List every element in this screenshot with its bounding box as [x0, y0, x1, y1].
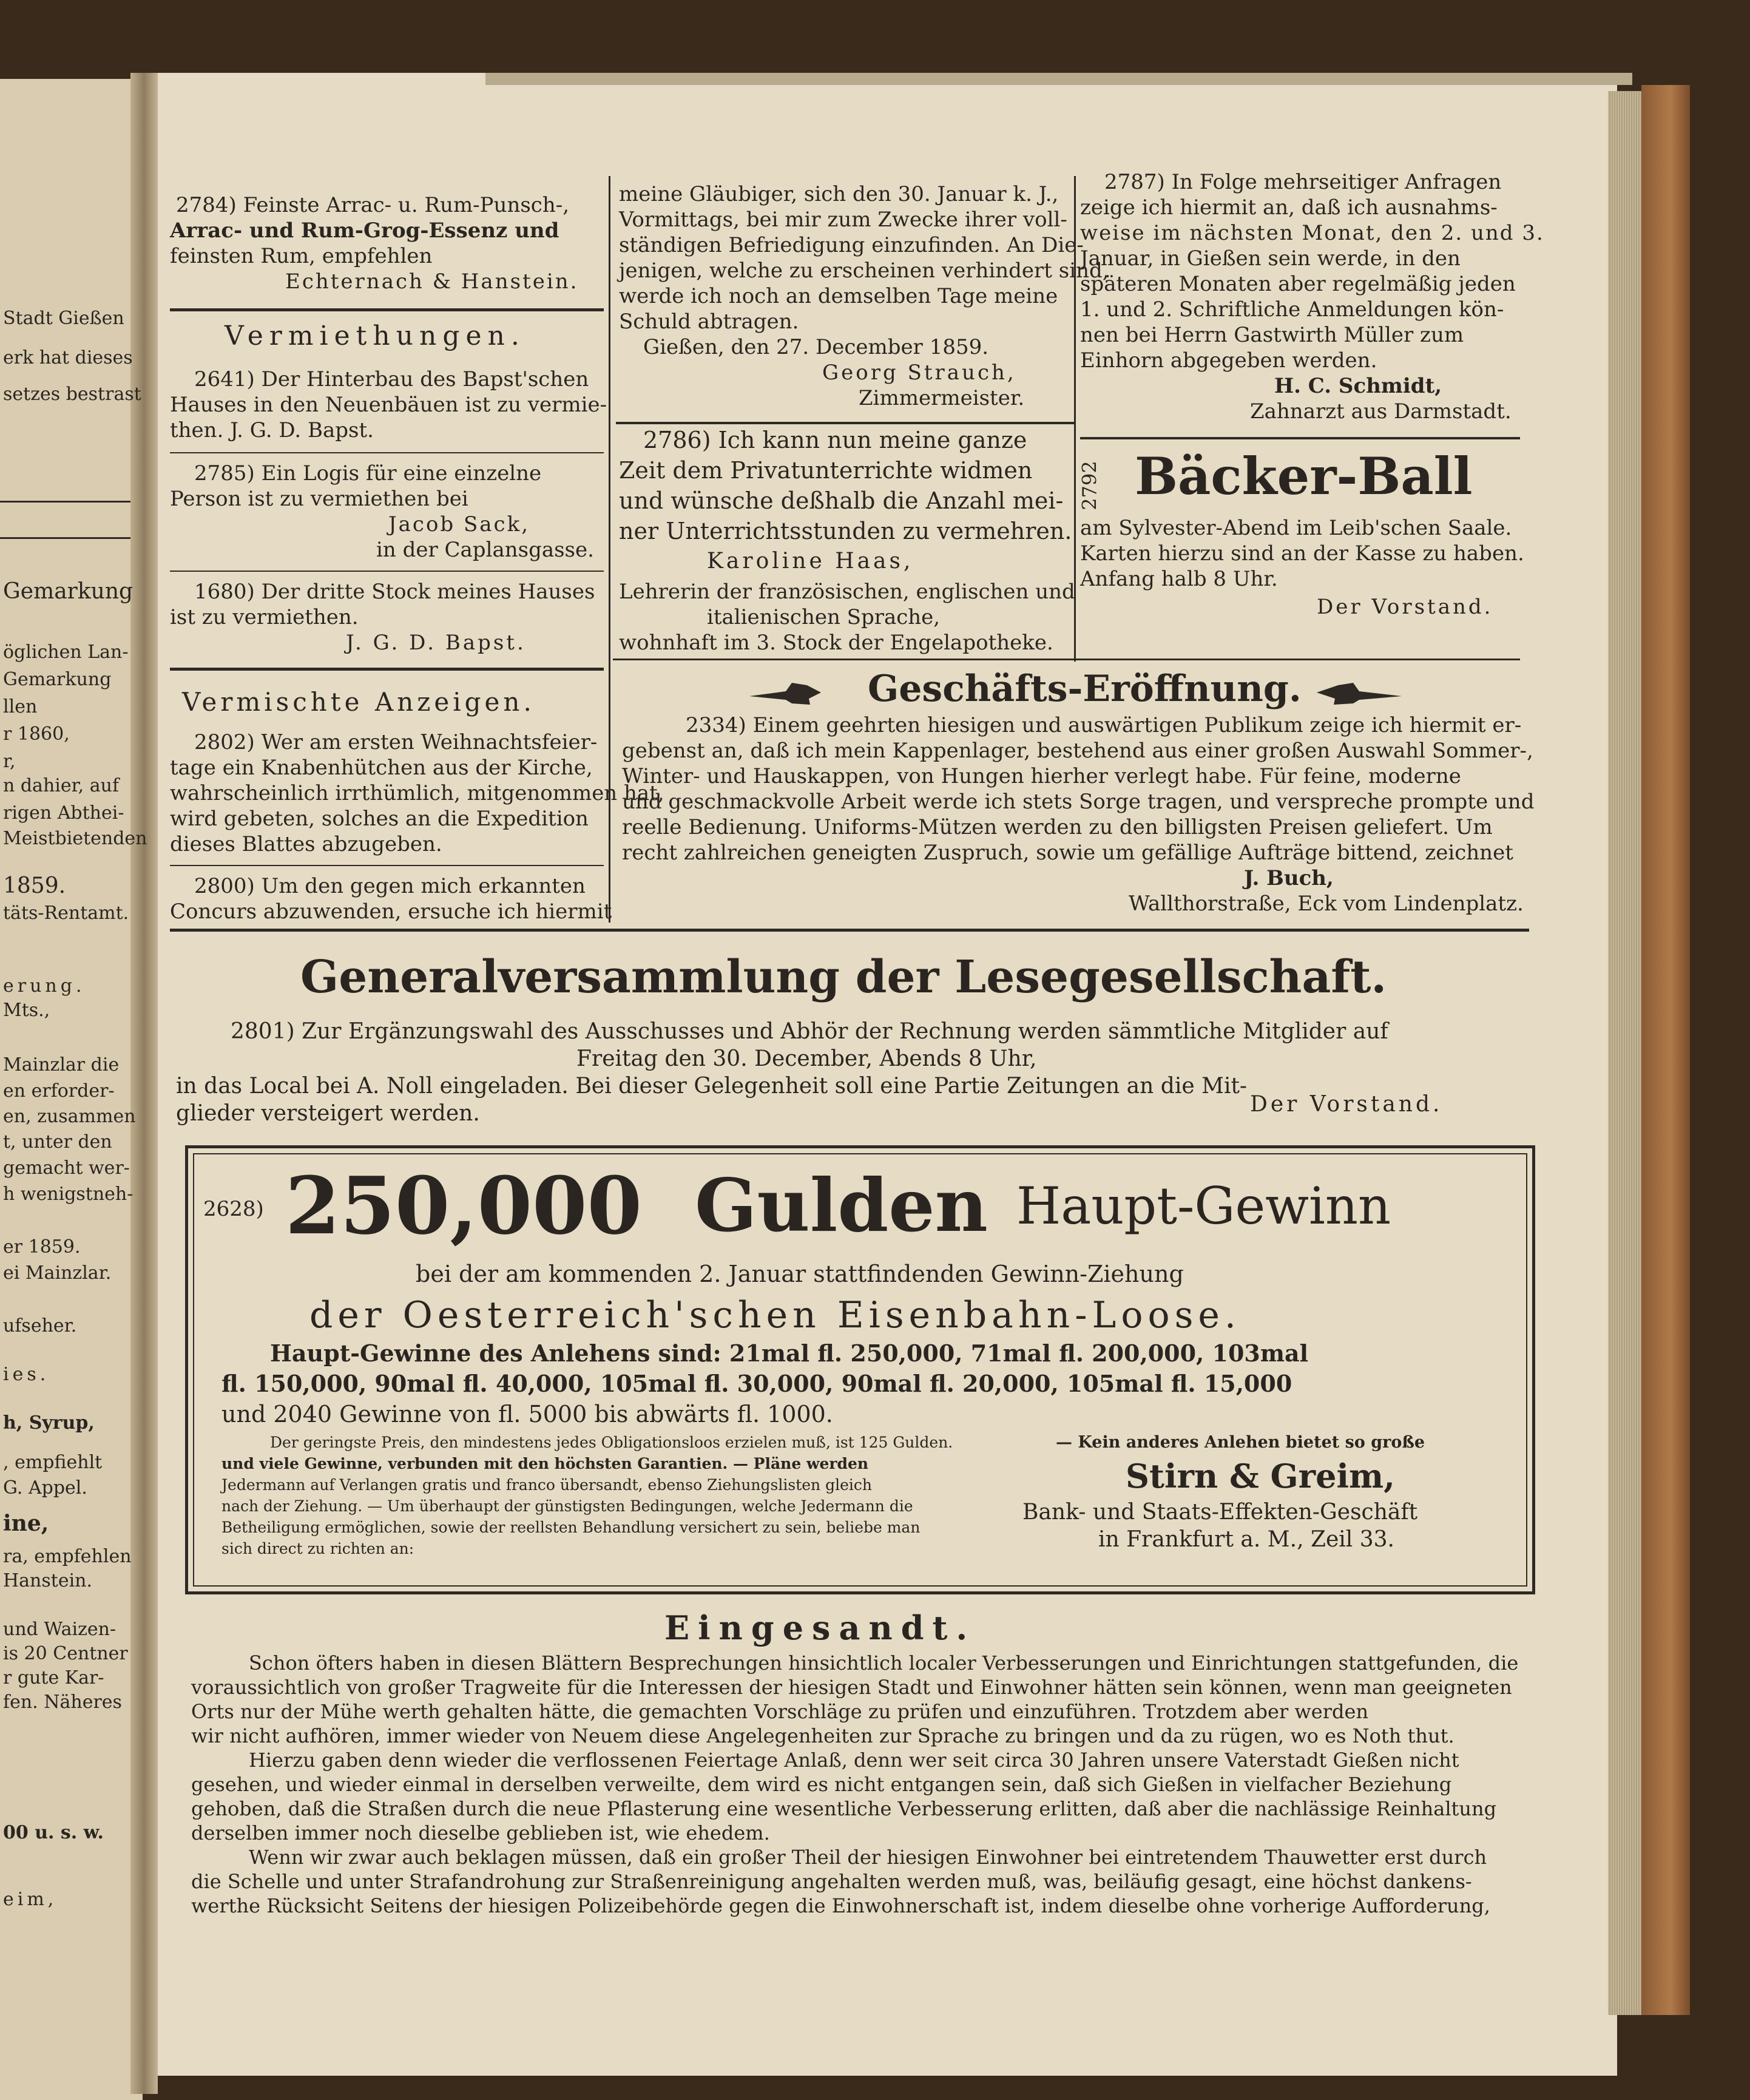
page-top-shadow [485, 73, 1632, 85]
eingesandt-line: wir nicht aufhören, immer wieder von Neuem diese Angelegenheiten zur Sprache zu bringen und da zu rügen, wo es Noth thut. [191, 1724, 1454, 1747]
baecker-ball-title: Bäcker-Ball [1135, 446, 1473, 506]
ad-2792-line: am Sylvester-Abend im Leib'schen Saale. [1080, 516, 1512, 540]
ad-2641-line: then. J. G. D. Bapst. [170, 418, 374, 442]
firm-name: Stirn & Greim, [1126, 1457, 1395, 1495]
left-line: r 1860, [3, 723, 70, 745]
ad-2628-line: fl. 150,000, 90mal fl. 40,000, 105mal fl. 30,000, 90mal fl. 20,000, 105mal fl. 15,000 [221, 1370, 1292, 1397]
left-line: Hanstein. [3, 1570, 93, 1591]
left-line: erung. [3, 975, 86, 997]
ad-2802-line: tage ein Knabenhütchen aus der Kirche, [170, 756, 593, 780]
ad-2628-line: und 2040 Gewinne von fl. 5000 bis abwärts fl. 1000. [221, 1401, 833, 1428]
ad-2800-cont-line: werde ich noch an demselben Tage meine [619, 284, 1058, 308]
ad-2784-line: 2784) Feinste Arrac- u. Rum-Punsch-, [176, 193, 570, 217]
ad-2802-line: dieses Blattes abzugeben. [170, 832, 442, 856]
ad-2628-small: sich direct zu richten an: [221, 1540, 414, 1557]
ad-2628-headline: der Oesterreich'schen Eisenbahn-Loose. [309, 1294, 1241, 1336]
firm-line: Bank- und Staats-Effekten-Geschäft [1022, 1500, 1418, 1525]
left-line: gemacht wer- [3, 1157, 130, 1179]
pointing-hand-icon [749, 678, 822, 708]
left-line: und Waizen- [3, 1619, 117, 1640]
left-line: Mainzlar die [3, 1054, 120, 1075]
ad-2628-line: Haupt-Gewinne des Anlehens sind: 21mal fl. 250,000, 71mal fl. 200,000, 103mal [270, 1340, 1309, 1367]
left-line: ra, empfehlen [3, 1546, 132, 1567]
ad-2628-small: Jedermann auf Verlangen gratis und franco übersandt, ebenso Ziehungslisten gleich [221, 1476, 872, 1494]
ad-2802-line: 2802) Wer am ersten Weihnachtsfeier- [194, 730, 598, 754]
left-line: r, [3, 751, 16, 772]
ad-2628-small: Der geringste Preis, den mindestens jedes Obligationsloos erzielen muß, ist 125 Gulden. [270, 1434, 953, 1451]
eingesandt-line: gesehen, und wieder einmal in derselben verweilte, dem wird es nicht entgangen sein, daß sich Gießen in vielfacher Beziehung [191, 1773, 1452, 1796]
left-rule [0, 537, 130, 539]
left-line: en, zusammen [3, 1106, 136, 1127]
left-line: Stadt Gießen [3, 308, 124, 329]
left-line: llen [3, 696, 38, 717]
ad-2801-line: in das Local bei A. Noll eingeladen. Bei dieser Gelegenheit soll eine Partie Zeitungen an die Mit- [176, 1074, 1248, 1099]
ad-2334-signature: J. Buch, [1244, 866, 1334, 890]
left-line: ufseher. [3, 1315, 77, 1336]
geschaefts-eroeffnung-title: Geschäfts-Eröffnung. [868, 668, 1302, 710]
ad-2334-line: 2334) Einem geehrten hiesigen und auswärtigen Publikum zeige ich hiermit er- [686, 713, 1522, 737]
heading-vermischte-anzeigen: Vermischte Anzeigen. [182, 687, 535, 717]
left-line: n dahier, auf [3, 775, 120, 796]
ad-2800-cont-line: Schuld abtragen. [619, 310, 799, 334]
prize-amount: 250,000 [285, 1159, 642, 1252]
left-line: h wenigstneh- [3, 1184, 133, 1205]
eingesandt-line: Wenn wir zwar auch beklagen müssen, daß ein großer Theil der hiesigen Einwohner bei eintretendem Thauwetter erst durch [249, 1846, 1487, 1869]
left-line: G. Appel. [3, 1477, 87, 1499]
ad-2801 [170, 935, 1541, 1135]
left-line: öglichen Lan- [3, 642, 129, 663]
left-line: 1859. [3, 873, 66, 898]
ad-2792-line: Anfang halb 8 Uhr. [1080, 567, 1278, 591]
section-rule [616, 422, 1074, 424]
ad-2800-cont-line: ständigen Befriedigung einzufinden. An Die- [619, 233, 1084, 257]
ad-2800-line: 2800) Um den gegen mich erkannten [194, 874, 586, 898]
ad-2787-signature: H. C. Schmidt, [1274, 374, 1442, 398]
left-line: h, Syrup, [3, 1412, 95, 1434]
ad-2800-cont-date: Gießen, den 27. December 1859. [643, 335, 989, 359]
ad-2800-cont-line: jenigen, welche zu erscheinen verhindert sind, [619, 259, 1109, 283]
section-rule [170, 668, 604, 671]
section-rule [1080, 437, 1520, 439]
ad-2787-line: nen bei Herrn Gastwirth Müller zum [1080, 323, 1464, 347]
ad-2802-line: wahrscheinlich irrthümlich, mitgenommen hat, [170, 781, 664, 805]
ad-2785-line: in der Caplansgasse. [376, 538, 594, 562]
column-1 [170, 182, 664, 935]
left-line: Meistbietenden [3, 828, 147, 849]
ad-1680-line: ist zu vermiethen. [170, 605, 359, 629]
left-line: is 20 Centner [3, 1643, 128, 1664]
eingesandt-line: Orts nur der Mühe werth gehalten hätte, die gemachten Vorschläge zu prüfen und einzuführen. Trotzdem aber werden [191, 1700, 1369, 1723]
left-line: en erforder- [3, 1080, 115, 1102]
ad-2628-small: nach der Ziehung. — Um überhaupt der günstigsten Bedingungen, welche Jedermann die [221, 1497, 913, 1515]
section-rule [170, 929, 1529, 932]
page-edges [1608, 91, 1644, 2015]
book-gutter [130, 73, 158, 2094]
eingesandt-line: Hierzu gaben denn wieder die verflossenen Feiertage Anlaß, denn wer seit circa 30 Jahren unsere Vaterstadt Gießen nicht [249, 1749, 1459, 1772]
ad-2787-signature: Zahnarzt aus Darmstadt. [1250, 399, 1512, 424]
ad-2792-line: Karten hierzu sind an der Kasse zu haben. [1080, 541, 1524, 566]
left-line: 00 u. s. w. [3, 1822, 104, 1843]
ad-2786-line: Lehrerin der französischen, englischen und [619, 580, 1075, 604]
ad-1680-line: J. G. D. Bapst. [346, 631, 526, 655]
column-divider [609, 176, 610, 923]
ad-2784-line: feinsten Rum, empfehlen [170, 244, 433, 268]
ad-2800-cont-signature: Zimmermeister. [859, 386, 1025, 410]
ad-2787-line: weise im nächsten Monat, den 2. und 3. [1080, 221, 1544, 245]
ad-2800-cont-signature: Georg Strauch, [822, 361, 1016, 385]
ad-2334-line: gebenst an, daß ich mein Kappenlager, bestehend aus einer großen Auswahl Sommer-, [622, 739, 1533, 763]
left-line: erk hat dieses [3, 347, 133, 368]
ad-2628-number: 2628) [203, 1197, 264, 1221]
ad-2786-line: 2786) Ich kann nun meine ganze [643, 427, 1027, 453]
book-binding [1641, 85, 1690, 2015]
left-line: r gute Kar- [3, 1667, 104, 1688]
left-line: Mts., [3, 1000, 50, 1021]
left-line: setzes bestrast [3, 384, 141, 405]
left-line: t, unter den [3, 1131, 112, 1153]
left-line: täts-Rentamt. [3, 903, 129, 924]
ad-2628-box [185, 1145, 1535, 1594]
left-line: fen. Näheres [3, 1692, 122, 1713]
ad-2801-line: glieder versteigert werden. [176, 1101, 480, 1126]
left-line: Gemarkung [3, 669, 112, 690]
ad-2787-line: zeige ich hiermit an, daß ich ausnahms- [1080, 195, 1498, 220]
ad-2786-line: und wünsche deßhalb die Anzahl mei- [619, 487, 1064, 514]
section-rule [613, 659, 1520, 660]
ad-2787-line: Einhorn abgegeben werden. [1080, 348, 1377, 373]
ad-2792-signature: Der Vorstand. [1317, 595, 1493, 619]
left-line: er 1859. [3, 1236, 81, 1258]
ad-2800-cont-line: meine Gläubiger, sich den 30. Januar k. J., [619, 182, 1059, 206]
ad-separator [170, 452, 604, 453]
ad-2787-line: Januar, in Gießen sein werde, in den [1080, 246, 1461, 271]
ad-2334-line: recht zahlreichen geneigten Zuspruch, sowie um gefällige Aufträge bittend, zeichnet [622, 841, 1513, 865]
ad-2787-line: späteren Monaten aber regelmäßig jeden [1080, 272, 1516, 296]
ad-2628-line: bei der am kommenden 2. Januar stattfindenden Gewinn-Ziehung [416, 1261, 1184, 1287]
ad-2334-line: und geschmackvolle Arbeit werde ich stets Sorge tragen, und verspreche prompte und [622, 790, 1535, 814]
ad-2802-line: wird gebeten, solches an die Expedition [170, 807, 589, 831]
ad-2785-line: 2785) Ein Logis für eine einzelne [194, 461, 542, 486]
pointing-hand-icon [1311, 678, 1402, 708]
ad-2786-name: Karoline Haas, [707, 549, 914, 574]
ad-2334 [613, 665, 1535, 932]
ad-2785-line: Jacob Sack, [388, 512, 530, 537]
eingesandt-line: derselben immer noch dieselbe geblieben ist, wie ehedem. [191, 1821, 770, 1844]
left-line: rigen Abthei- [3, 802, 124, 824]
eingesandt-line: werthe Rücksicht Seitens der hiesigen Polizeibehörde gegen die Einwohnerschaft ist, indem dieselbe ohne vorherige Aufforderung, [191, 1894, 1490, 1917]
ad-2641-line: 2641) Der Hinterbau des Bapst'schen [194, 367, 589, 391]
ad-2641-line: Hauses in den Neuenbäuen ist zu vermie- [170, 393, 607, 417]
ad-2628-small: Betheiligung ermöglichen, sowie der reellsten Behandlung versichert zu sein, beliebe man [221, 1519, 921, 1536]
ad-2801-line: 2801) Zur Ergänzungswahl des Ausschusses und Abhör der Rechnung werden sämmtliche Mitglider auf [231, 1019, 1388, 1044]
section-rule [170, 308, 604, 311]
ad-2786-line: ner Unterrichtsstunden zu vermehren. [619, 518, 1072, 544]
generalversammlung-title: Generalversammlung der Lesegesellschaft. [300, 951, 1387, 1003]
eingesandt-line: die Schelle und unter Strafandrohung zur Straßenreinigung angehalten werden muß, was, beiläufig gesagt, eine höchst dankens- [191, 1870, 1472, 1893]
eingesandt-line: voraussichtlich von großer Tragweite für die Interessen der hiesigen Stadt und Einwohner hätten sein können, wenn man geeigneten [191, 1676, 1512, 1699]
eingesandt-line: gehoben, daß die Straßen durch die neue Pflasterung eine wesentliche Verbesserung erlitten, daß aber die nachlässige Reinhaltung [191, 1797, 1497, 1820]
eingesandt-line: Schon öfters haben in diesen Blättern Besprechungen hinsichtlich localer Verbesserungen und Einrichtungen stattgefunden, die [249, 1651, 1519, 1675]
ad-2800-line: Concurs abzuwenden, ersuche ich hiermit [170, 899, 612, 924]
left-line: , empfiehlt [3, 1452, 103, 1473]
ad-separator [170, 865, 604, 866]
ad-2787-line: 2787) In Folge mehrseitiger Anfragen [1104, 170, 1502, 194]
left-line: ies. [3, 1364, 50, 1385]
prize-currency: Gulden [695, 1163, 988, 1248]
ad-2801-signature: Der Vorstand. [1250, 1092, 1443, 1117]
ad-2801-line: Freitag den 30. December, Abends 8 Uhr, [576, 1046, 1037, 1071]
ad-2334-line: Winter- und Hauskappen, von Hungen hierher verlegt habe. Für feine, moderne [622, 764, 1461, 788]
left-page-text [0, 0, 147, 2087]
left-line: ei Mainzlar. [3, 1262, 112, 1284]
eingesandt-title: Eingesandt. [664, 1608, 976, 1647]
heading-vermiethungen: Vermiethungen. [225, 320, 525, 351]
ad-2786-line: wohnhaft im 3. Stock der Engelapotheke. [619, 631, 1053, 655]
ad-2784-line: Arrac- und Rum-Grog-Essenz und [170, 218, 559, 243]
ad-2787-line: 1. und 2. Schriftliche Anmeldungen kön- [1080, 297, 1504, 322]
ad-2334-line: reelle Bedienung. Uniforms-Mützen werden zu den billigsten Preisen geliefert. Um [622, 815, 1493, 839]
ad-separator [170, 571, 604, 572]
ad-2792-number: 2792 [1078, 461, 1101, 510]
column-3 [1078, 170, 1544, 662]
ad-2628-small: und viele Gewinne, verbunden mit den höchsten Garantien. — Pläne werden [221, 1455, 869, 1472]
eingesandt-section [170, 1602, 1541, 1942]
ad-2628-small: — Kein anderes Anlehen bietet so große [1056, 1433, 1425, 1452]
ad-2784-signature: Echternach & Hanstein. [285, 269, 579, 294]
ad-2800-cont-line: Vormittags, bei mir zum Zwecke ihrer voll- [619, 208, 1067, 232]
ad-2786-line: italienischen Sprache, [707, 605, 941, 629]
ad-2334-signature: Wallthorstraße, Eck vom Lindenplatz. [1129, 892, 1524, 916]
left-line: eim, [3, 1889, 58, 1910]
left-rule [0, 501, 130, 503]
ad-1680-line: 1680) Der dritte Stock meines Hauses [194, 580, 595, 604]
ad-2786-line: Zeit dem Privatunterrichte widmen [619, 457, 1033, 484]
ad-2785-line: Person ist zu vermiethen bei [170, 487, 468, 511]
firm-line: in Frankfurt a. M., Zeil 33. [1098, 1527, 1395, 1552]
haupt-gewinn-title: Haupt-Gewinn [1016, 1176, 1391, 1236]
left-line: Gemarkung [3, 579, 133, 604]
left-line: ine, [3, 1511, 49, 1536]
